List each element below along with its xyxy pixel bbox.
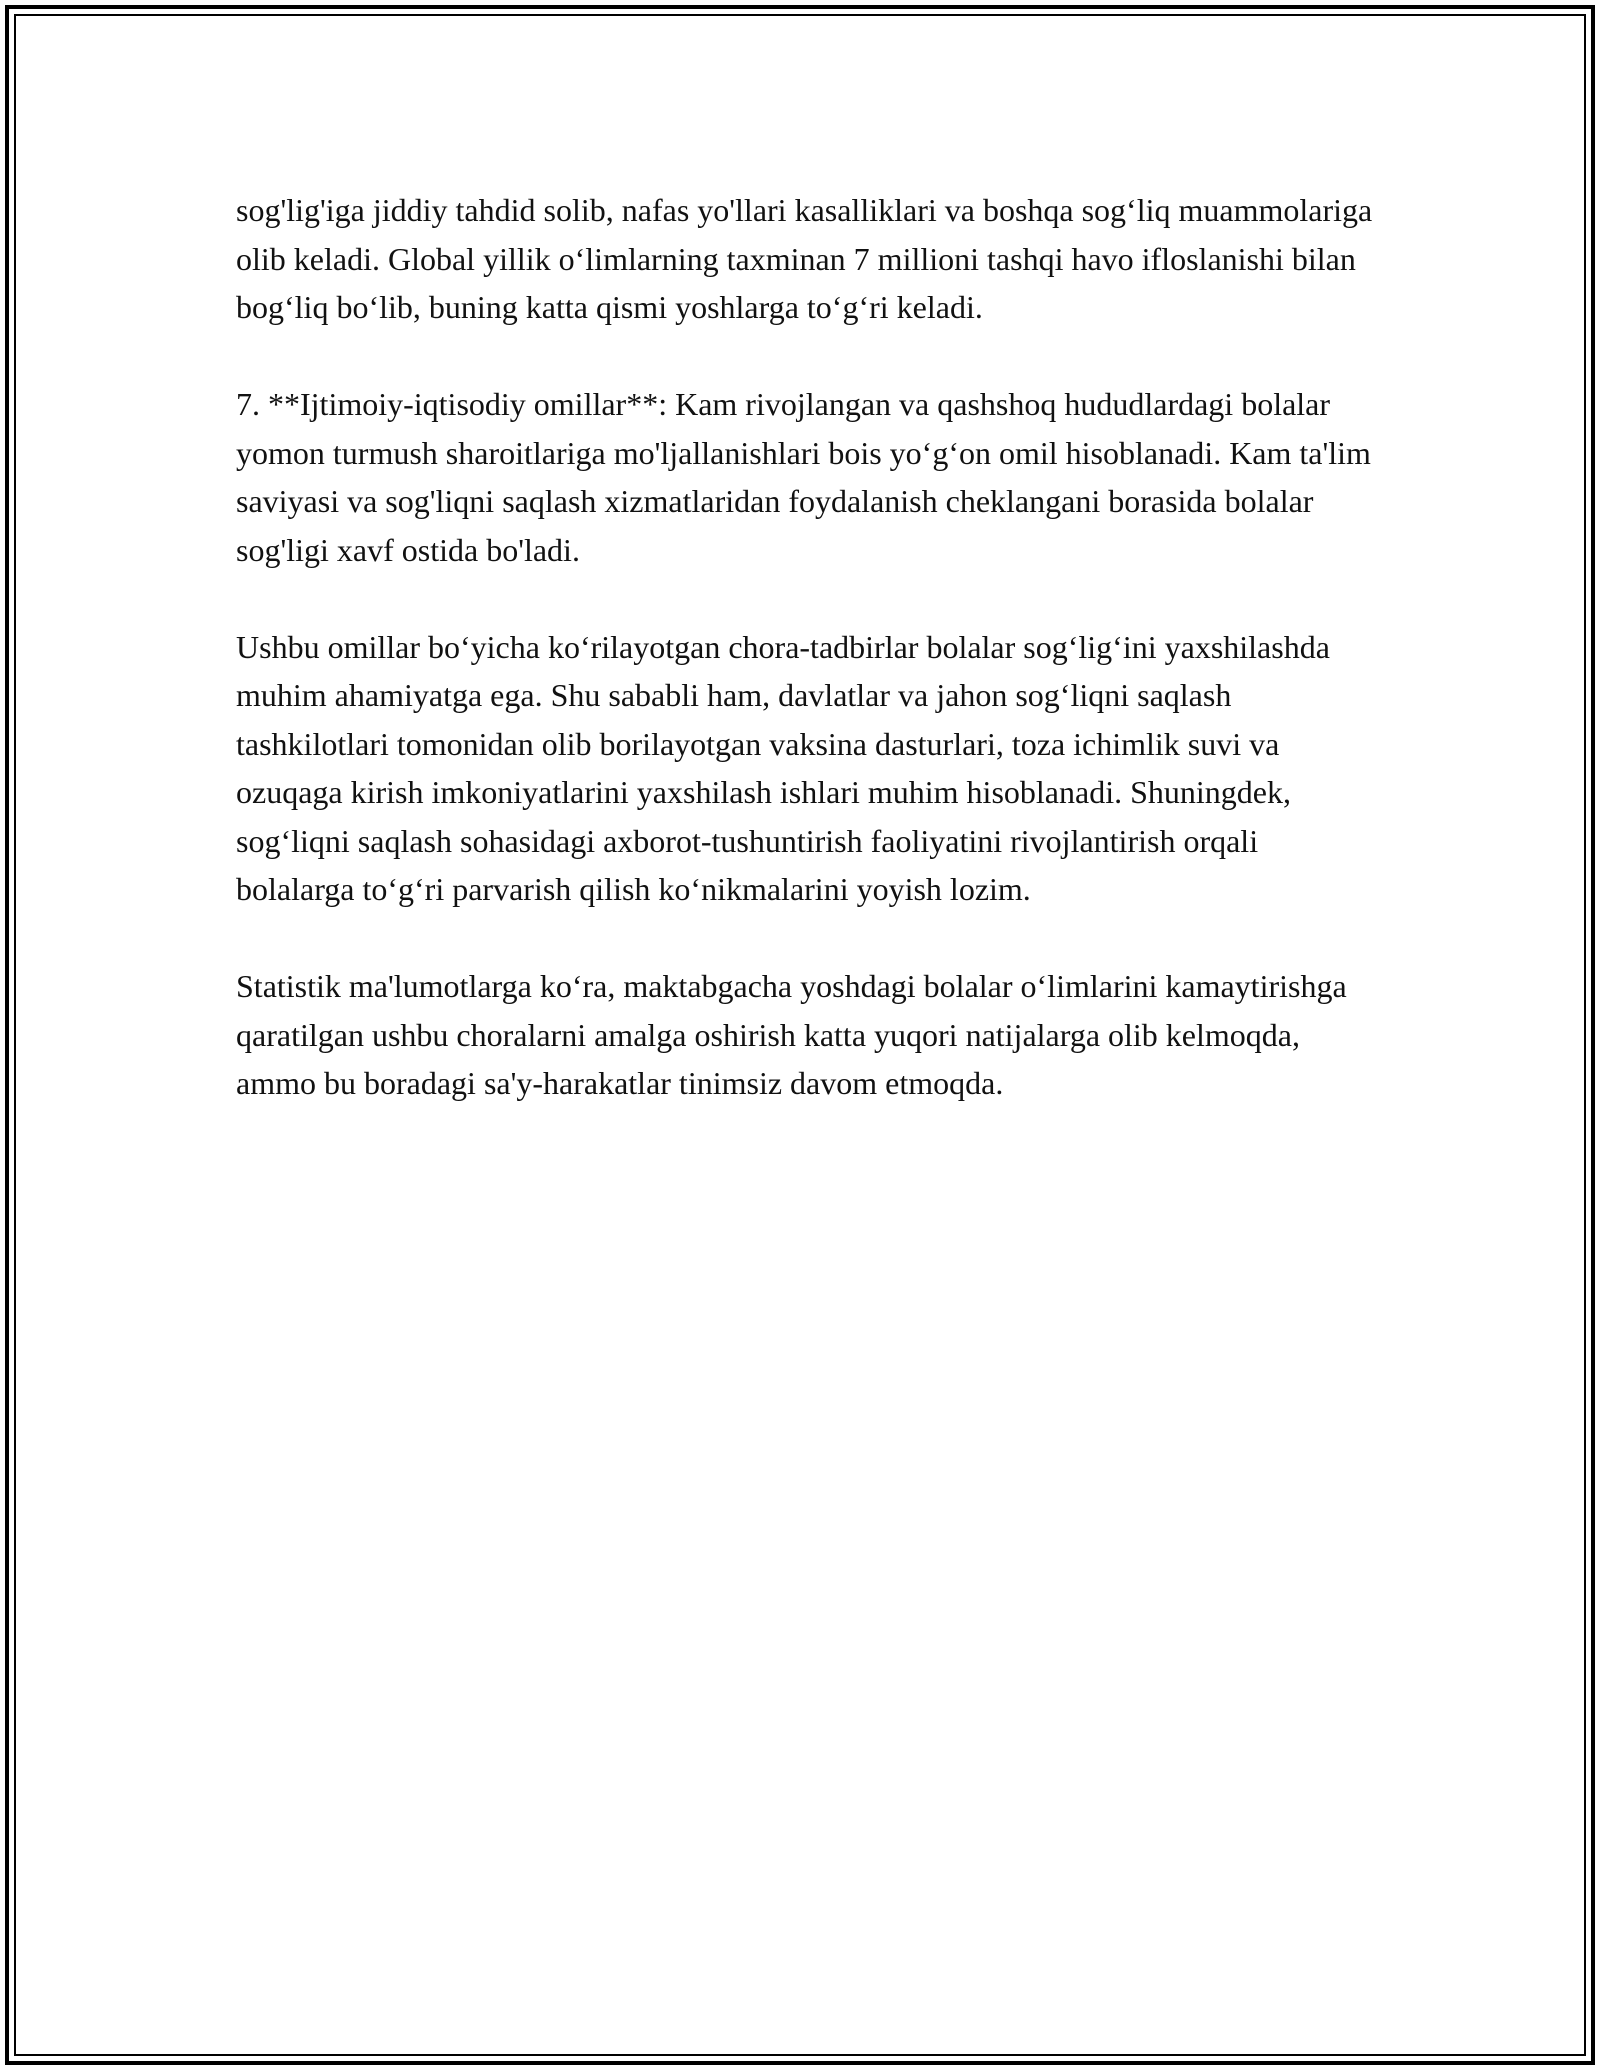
paragraph-socioeconomic-factors: 7. **Ijtimoiy-iqtisodiy omillar**: Kam rivojlangan va qashshoq hududlardagi bolalar yomon turmush sharoitlariga mo'ljallanishlari bois yo‘g‘on omil hisoblanadi. Kam ta'lim saviyasi va sog'liqni saqlash xizmatlaridan foydalanish cheklangani borasida bolalar sog'ligi xavf ostida bo'ladi. <box>236 386 1371 568</box>
paragraph-air-pollution: sog'lig'iga jiddiy tahdid solib, nafas yo'llari kasalliklari va boshqa sog‘liq muammolariga olib keladi. Global yillik o‘limlarning taxminan 7 millioni tashqi havo ifloslanishi bilan bog‘liq bo‘lib, buning katta qismi yoshlarga to‘g‘ri keladi. <box>236 192 1373 325</box>
paragraph-statistics: Statistik ma'lumotlarga ko‘ra, maktabgacha yoshdagi bolalar o‘limlarini kamaytirishga qaratilgan ushbu choralarni amalga oshirish katta yuqori natijalarga olib kelmoqda, ammo bu boradagi sa'y-harakatlar tinimsiz davom etmoqda. <box>236 968 1347 1101</box>
paragraph-measures: Ushbu omillar bo‘yicha ko‘rilayotgan chora-tadbirlar bolalar sog‘lig‘ini yaxshilashda muhim ahamiyatga ega. Shu sababli ham, davlatlar va jahon sog‘liqni saqlash tashkilotlari tomonidan olib borilayotgan vaksina dasturlari, toza ichimlik suvi va ozuqaga kirish imkoniyatlarini yaxshilash ishlari muhim hisoblanadi. Shuningdek, sog‘liqni saqlash sohasidagi axborot-tushuntirish faoliyatini rivojlantirish orqali bolalarga to‘g‘ri parvarish qilish ko‘nikmalarini yoyish lozim. <box>236 628 1330 907</box>
document-body <box>236 186 1376 1156</box>
